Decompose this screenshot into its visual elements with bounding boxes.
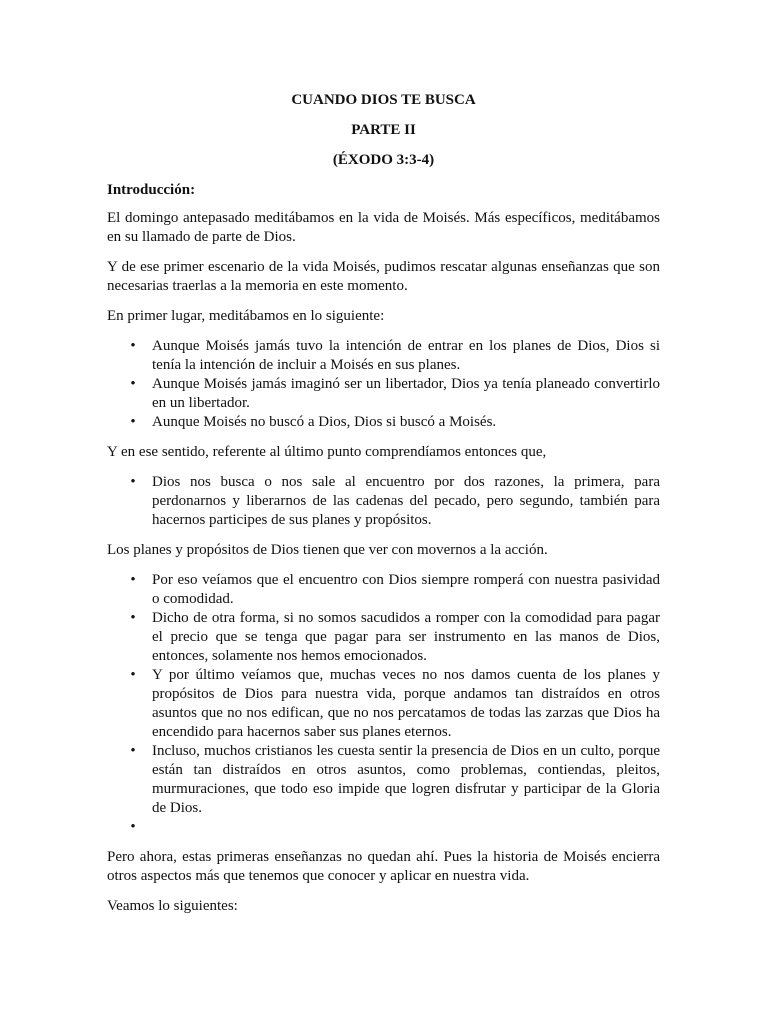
- list-item: [107, 609, 660, 666]
- list-item-text: Por eso veíamos que el encuentro con Dios siempre romperá con nuestra pasividad o comodidad.: [152, 572, 660, 607]
- paragraph-4: Y en ese sentido, referente al último punto comprendíamos entonces que,: [107, 444, 547, 460]
- bullet-list-2: [107, 473, 660, 530]
- list-item: [107, 666, 660, 742]
- bullet-icon: •: [130, 414, 136, 430]
- document-title: CUANDO DIOS TE BUSCA: [291, 92, 476, 108]
- list-item: [107, 375, 660, 413]
- document-body: [107, 91, 660, 927]
- list-item-text: Incluso, muchos cristianos les cuesta sentir la presencia de Dios en un culto, porque están tan distraídos en otros asuntos, como problemas, contiendas, pleitos, murmuraciones, que todo eso impide que logren disfrutar y participar de la Gloria de Dios.: [152, 743, 660, 816]
- paragraph-6: Pero ahora, estas primeras enseñanzas no quedan ahí. Pues la historia de Moisés encierra otros aspectos más que tenemos que conocer y aplicar en nuestra vida.: [107, 849, 660, 884]
- bullet-icon: •: [130, 743, 136, 759]
- list-item-text: Y por último veíamos que, muchas veces no nos damos cuenta de los planes y propósitos de Dios para nuestra vida, porque andamos tan distraídos en otros asuntos que no nos edifican, que no nos percatamos de todas las zarzas que Dios ha encendido para hacernos saber sus planes eternos.: [152, 667, 660, 740]
- document-part: PARTE II: [351, 122, 416, 138]
- list-item: [107, 473, 660, 530]
- bullet-icon: •: [130, 572, 136, 588]
- list-item-empty: [107, 818, 660, 837]
- bullet-icon: •: [130, 667, 136, 683]
- bullet-list-3: [107, 571, 660, 837]
- intro-heading: Introducción:: [107, 182, 196, 198]
- list-item: [107, 571, 660, 609]
- list-item-text: Dios nos busca o nos sale al encuentro por dos razones, la primera, para perdonarnos y liberarnos de las cadenas del pecado, pero segundo, también para hacernos participes de sus planes y propósitos.: [152, 474, 660, 528]
- paragraph-7: Veamos lo siguientes:: [107, 898, 238, 914]
- bullet-icon: •: [130, 610, 136, 626]
- bullet-list-1: [107, 337, 660, 432]
- paragraph-5: Los planes y propósitos de Dios tienen que ver con movernos a la acción.: [107, 542, 548, 558]
- list-item: [107, 742, 660, 818]
- list-item-text: Aunque Moisés no buscó a Dios, Dios si buscó a Moisés.: [152, 414, 497, 430]
- list-item-text: Dicho de otra forma, si no somos sacudidos a romper con la comodidad para pagar el precio que se tenga que pagar para ser instrumento en las manos de Dios, entonces, solamente nos hemos emocionados.: [152, 610, 660, 664]
- paragraph-1: El domingo antepasado meditábamos en la vida de Moisés. Más específicos, meditábamos en su llamado de parte de Dios.: [107, 210, 660, 245]
- bullet-icon: •: [130, 474, 136, 490]
- bullet-icon: •: [130, 819, 136, 835]
- list-item-text: Aunque Moisés jamás imaginó ser un libertador, Dios ya tenía planeado convertirlo en un libertador.: [152, 376, 660, 411]
- paragraph-3: En primer lugar, meditábamos en lo siguiente:: [107, 308, 385, 324]
- list-item: [107, 337, 660, 375]
- document-scripture-reference: (ÉXODO 3:3-4): [332, 152, 435, 168]
- list-item: [107, 413, 660, 432]
- bullet-icon: •: [130, 338, 136, 354]
- bullet-icon: •: [130, 376, 136, 392]
- list-item-text: Aunque Moisés jamás tuvo la intención de entrar en los planes de Dios, Dios si tenía la intención de incluir a Moisés en sus planes.: [152, 338, 660, 373]
- paragraph-2: Y de ese primer escenario de la vida Moisés, pudimos rescatar algunas enseñanzas que son necesarias traerlas a la memoria en este momento.: [107, 259, 660, 294]
